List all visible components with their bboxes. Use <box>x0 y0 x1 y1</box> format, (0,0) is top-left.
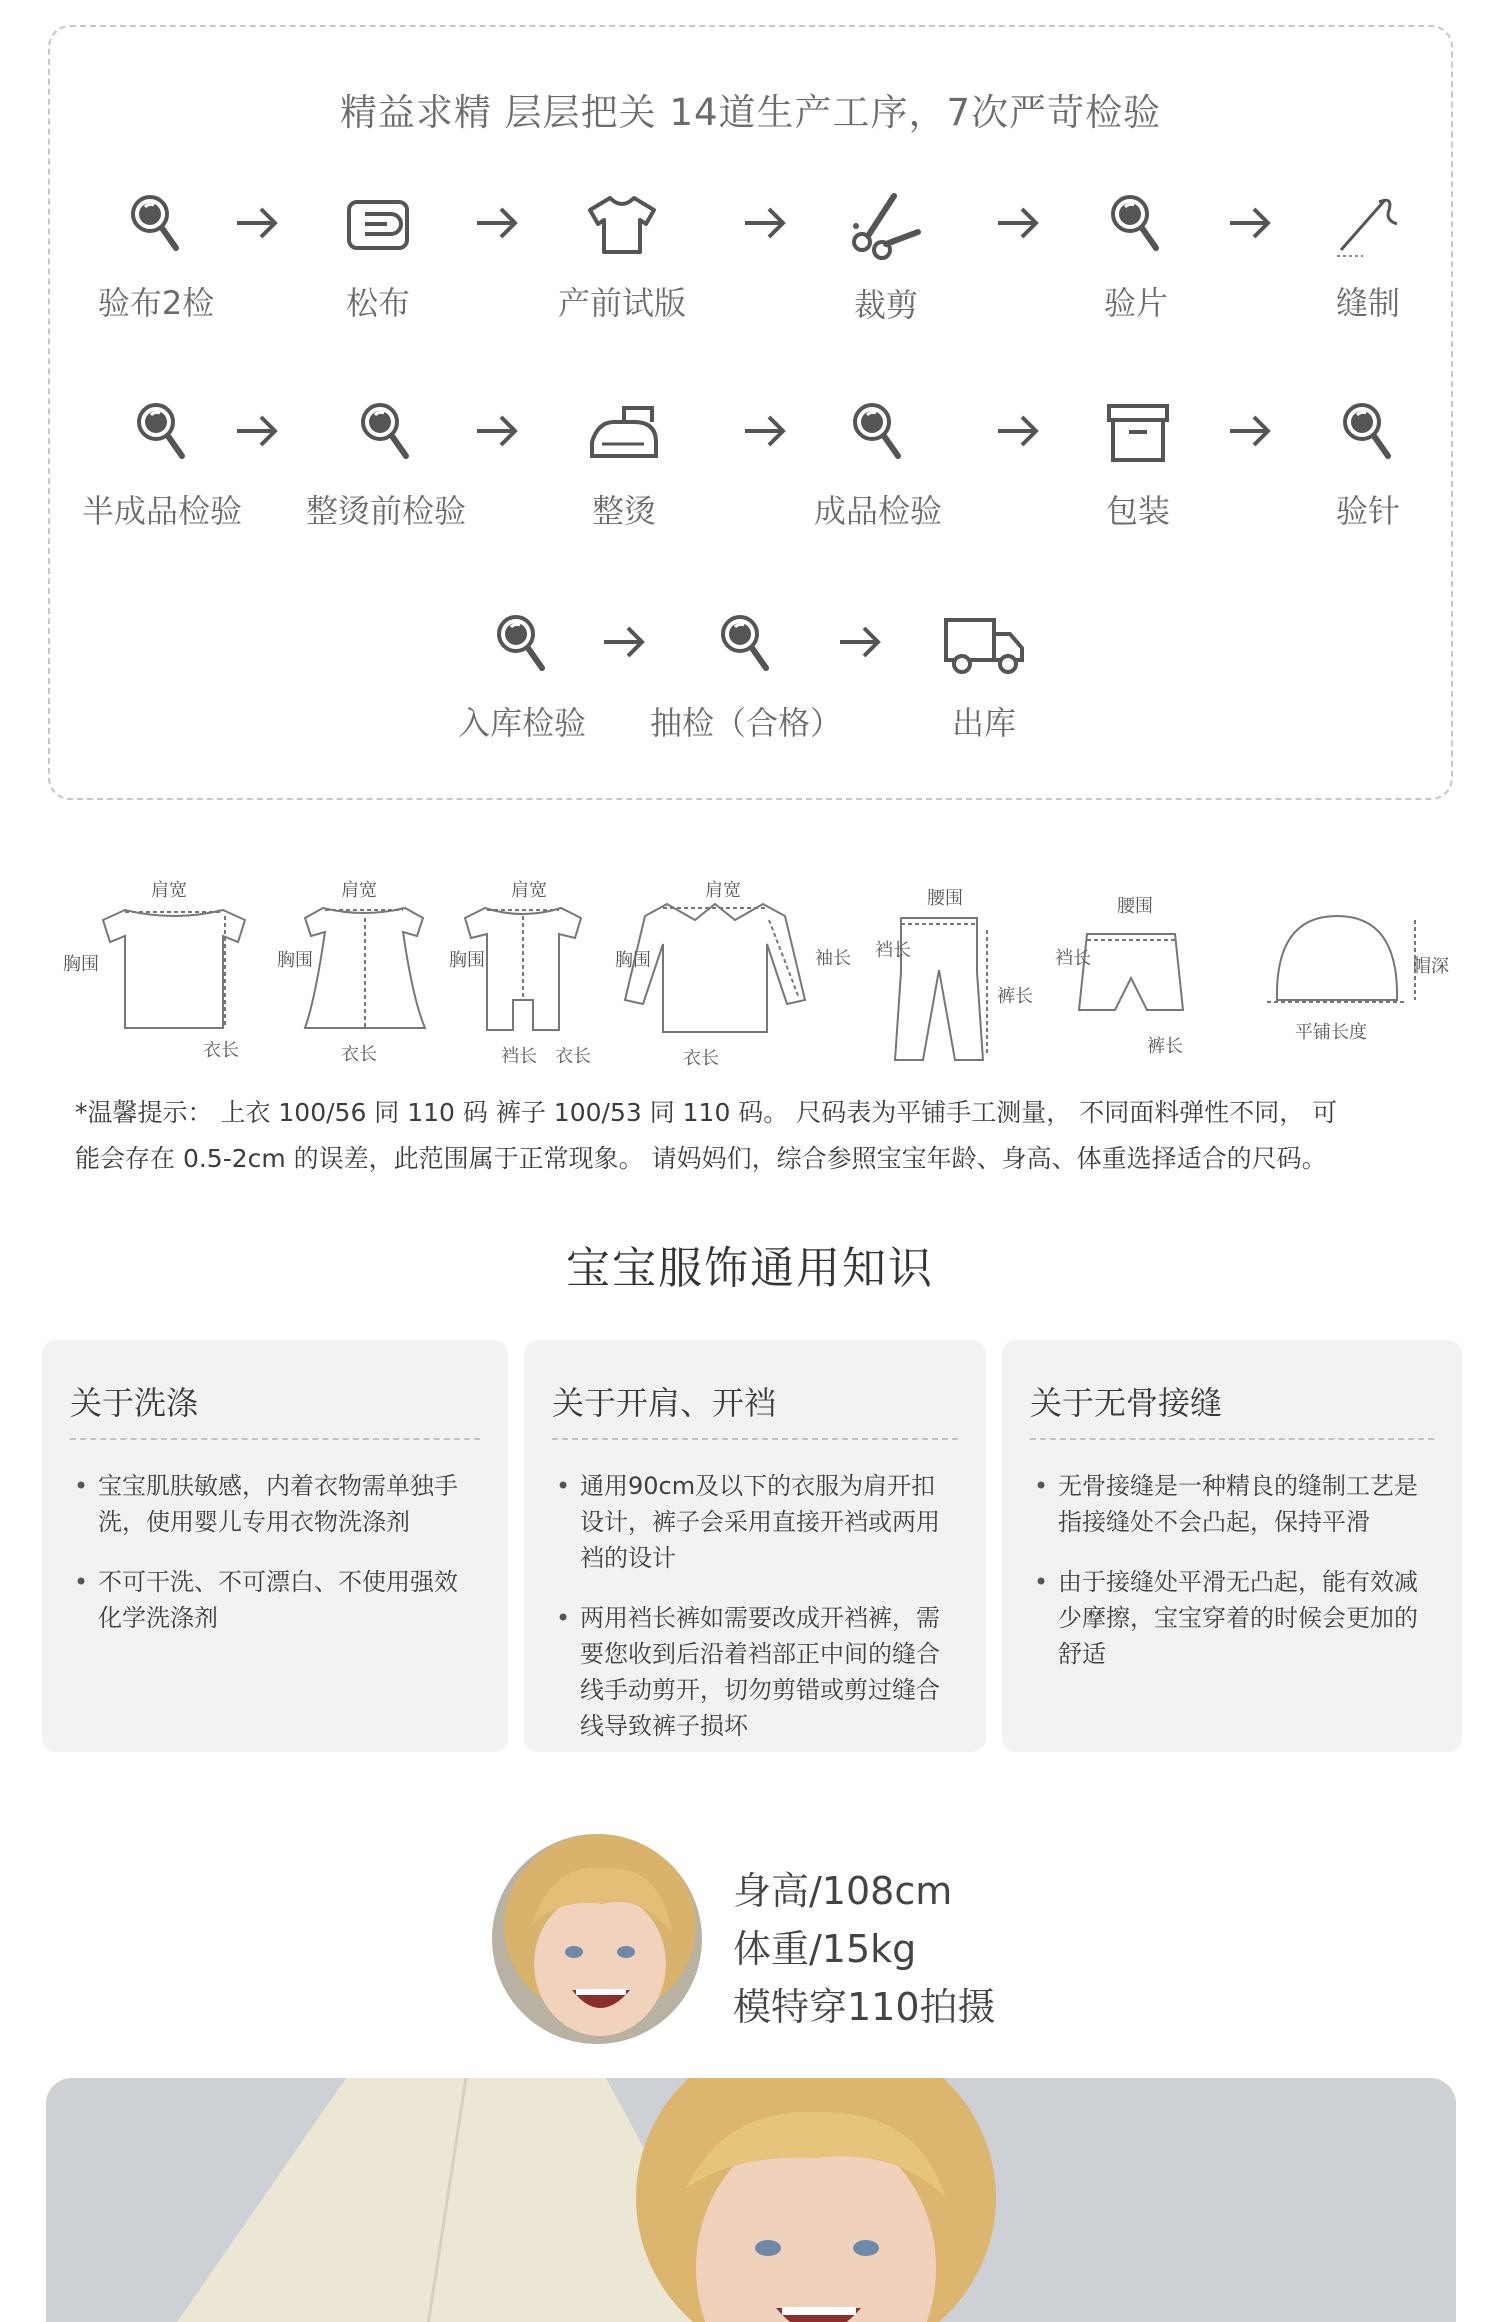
step-sample <box>512 190 732 324</box>
card-item: • 宝宝肌肤敏感，内着衣物需单独手洗，使用婴儿专用衣物洗涤剂 <box>70 1468 480 1540</box>
card-title: 关于洗涤 <box>70 1378 480 1440</box>
step-relax-fabric <box>268 190 488 324</box>
label-shoulder: 肩宽 <box>511 880 547 901</box>
scissors-icon <box>846 190 926 262</box>
label-length: 衣长 <box>683 1048 719 1069</box>
magnifier-icon <box>1106 190 1166 260</box>
step-label: 验片 <box>1103 284 1168 322</box>
process-title: 精益求精 层层把关 14道生产工序，7次严苛检验 <box>339 91 1162 134</box>
card-seamless <box>1002 1340 1462 1752</box>
magnifier-icon <box>356 398 416 468</box>
label-pants-length: 裤长 <box>1147 1036 1183 1057</box>
step-label: 成品检验 <box>813 492 942 530</box>
card-item: • 无骨接缝是一种精良的缝制工艺是指接缝处不会凸起，保持平滑 <box>1030 1468 1434 1540</box>
step-warehouse-inspect <box>412 610 632 744</box>
model-weight: 体重/15kg <box>733 1927 917 1971</box>
label-chest: 胸围 <box>615 950 651 971</box>
label-sleeve: 袖长 <box>815 948 851 969</box>
step-sewing <box>1258 190 1478 324</box>
label-pants-length: 裤长 <box>997 986 1033 1007</box>
label-chest: 胸围 <box>277 950 313 971</box>
card-item: • 两用裆长裤如需要改成开裆裤，需要您收到后沿着裆部正中间的缝合线手动剪开，切勿剪错或剪过缝合线导致裤子损坏 <box>552 1600 958 1744</box>
size-tip <box>75 1090 1445 1182</box>
label-chest: 胸围 <box>63 954 99 975</box>
child-photo <box>46 2078 1456 2322</box>
child-portrait <box>492 1834 702 2044</box>
card-washing <box>42 1340 508 1752</box>
label-waist: 腰围 <box>1117 896 1153 917</box>
step-label: 验布2检 <box>97 284 215 322</box>
card-item: • 不可干洗、不可漂白、不使用强效化学洗涤剂 <box>70 1564 480 1636</box>
step-ship-out <box>874 610 1094 744</box>
box-icon <box>1103 398 1173 468</box>
step-label: 裁剪 <box>853 286 918 324</box>
label-shoulder: 肩宽 <box>341 880 377 901</box>
card-item: • 由于接缝处平滑无凸起，能有效减少摩擦，宝宝穿着的时候会更加的舒适 <box>1030 1564 1434 1672</box>
card-title: 关于无骨接缝 <box>1030 1378 1434 1440</box>
fabric-roll-icon <box>343 190 413 260</box>
label-crotch: 裆长 <box>501 1046 537 1067</box>
size-diagrams <box>55 860 1455 1070</box>
step-label: 包装 <box>1105 492 1170 530</box>
card-title: 关于开肩、开裆 <box>552 1378 958 1440</box>
label-waist: 腰围 <box>927 888 963 909</box>
step-label: 产前试版 <box>557 284 686 322</box>
model-size: 模特穿110拍摄 <box>733 1985 996 2029</box>
label-length: 衣长 <box>203 1040 239 1061</box>
hero-photo <box>46 2078 1456 2322</box>
magnifier-icon <box>716 610 776 680</box>
magnifier-icon <box>132 398 192 468</box>
magnifier-icon <box>1338 398 1398 468</box>
model-avatar <box>492 1834 702 2044</box>
magnifier-icon <box>126 190 186 260</box>
label-shoulder: 肩宽 <box>705 880 741 901</box>
step-label: 入库检验 <box>457 704 586 742</box>
step-label: 缝制 <box>1335 284 1400 322</box>
label-length: 衣长 <box>341 1044 377 1065</box>
label-flat-length: 平铺长度 <box>1295 1022 1367 1043</box>
tip-line: 能会存在 0.5-2cm 的误差，此范围属于正常现象。 请妈妈们，综合参照宝宝年龄、身高、体重选择适合的尺码。 <box>75 1144 1327 1173</box>
model-info <box>733 1862 996 2036</box>
label-hat-depth: 帽深 <box>1413 956 1449 977</box>
knowledge-title: 宝宝服饰通用知识 <box>566 1243 934 1294</box>
truck-icon <box>942 610 1026 680</box>
needle-icon <box>1333 190 1403 260</box>
step-piece-inspect <box>1026 190 1246 324</box>
magnifier-icon <box>492 610 552 680</box>
step-label: 整烫前检验 <box>305 492 466 530</box>
card-item: • 通用90cm及以下的衣服为肩开扣设计，裤子会采用直接开裆或两用裆的设计 <box>552 1468 958 1576</box>
step-needle-inspect <box>1258 398 1478 532</box>
step-label: 验针 <box>1335 492 1400 530</box>
step-ironing <box>514 398 734 532</box>
step-spot-check <box>636 610 856 744</box>
label-crotch: 裆长 <box>1055 948 1091 969</box>
step-label: 抽检（合格） <box>649 704 842 742</box>
model-height: 身高/108cm <box>733 1869 953 1913</box>
card-openings <box>524 1340 986 1752</box>
label-length: 衣长 <box>555 1046 591 1067</box>
iron-icon <box>584 398 664 468</box>
step-label: 半成品检验 <box>81 492 242 530</box>
step-label: 出库 <box>951 704 1016 742</box>
magnifier-icon <box>848 398 908 468</box>
step-label: 整烫 <box>591 492 656 530</box>
label-crotch: 裆长 <box>875 940 911 961</box>
step-final-inspect <box>768 398 988 532</box>
step-label: 松布 <box>345 284 410 322</box>
tshirt-icon <box>582 190 662 260</box>
tip-line: *温馨提示： 上衣 100/56 同 110 码 裤子 100/53 同 110 码。 尺码表为平铺手工测量， 不同面料弹性不同， 可 <box>75 1098 1338 1127</box>
label-chest: 胸围 <box>449 950 485 971</box>
step-pre-iron-inspect <box>276 398 496 532</box>
label-shoulder: 肩宽 <box>151 880 187 901</box>
step-packaging <box>1028 398 1248 532</box>
step-cutting <box>776 190 996 326</box>
